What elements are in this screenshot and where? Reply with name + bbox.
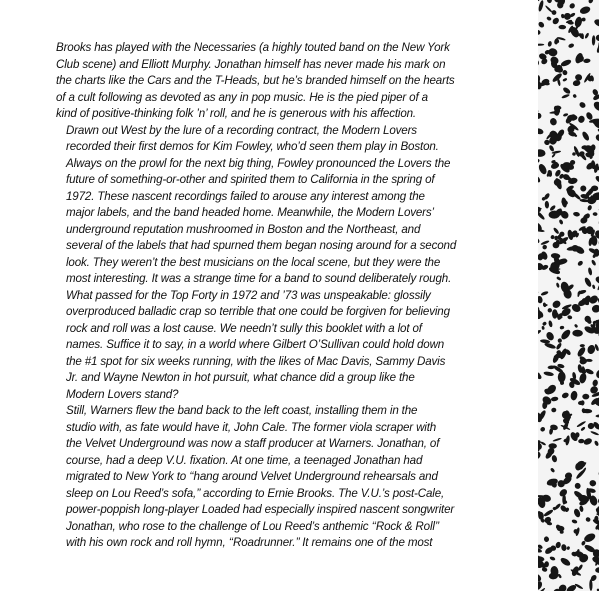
pattern-blob [574,0,582,1]
pattern-blob [561,14,565,19]
pattern-blob [577,115,585,124]
pattern-blob [571,519,577,524]
pattern-blob [538,149,546,157]
pattern-blob [594,440,599,447]
pattern-blob [580,185,586,191]
pattern-blob [583,58,591,63]
text-line: Jr. and Wayne Newton in hot pursuit, what chance did a group like the [66,371,415,384]
text-line: recorded their first demos for Kim Fowley, who’d seen them play in Boston. [66,140,439,153]
pattern-blob [551,153,556,158]
pattern-blob [575,74,583,81]
pattern-blob [543,509,554,518]
pattern-blob [540,240,550,246]
text-line: names. Suffice it to say, in a world where Gilbert O’Sullivan could hold down [66,338,445,351]
pattern-blob [538,127,544,135]
pattern-blob [561,544,567,552]
text-line: look. They weren’t the best musicians on the local scene, but they were the [66,255,441,269]
pattern-blob [591,259,597,266]
pattern-blob [549,204,556,211]
pattern-blob [548,144,555,152]
pattern-blob [561,392,570,400]
pattern-blob [538,0,544,12]
pattern-blob [551,17,560,26]
pattern-blob [561,197,568,208]
pattern-blob [547,0,553,3]
pattern-blob [538,0,540,1]
pattern-blob [592,35,596,46]
pattern-blob [562,86,571,95]
pattern-blob [551,9,557,15]
pattern-blob [574,324,579,329]
text-line: course, had a deep V.U. fixation. At one time, a teenaged Jonathan had [66,453,423,467]
pattern-blob [574,16,583,28]
text-line: What passed for the Top Forty in 1972 and ’73 was unspeakable: glossily [66,288,431,302]
text-line: studio with, as fate would have it, John Cale. The former viola scraper with [66,420,437,434]
pattern-blob [574,482,582,490]
text-line: Jonathan, who rose to the challenge of Lou Reed’s anthemic ‘‘Rock & Roll’’ [66,519,440,533]
pattern-blob [538,21,545,29]
pattern-blob [583,277,592,288]
pattern-blob [549,117,558,126]
text-line: Always on the prowl for the next big thing, Fowley pronounced the Lovers the [66,156,451,170]
pattern-blob [589,479,597,487]
pattern-blob [567,115,577,121]
pattern-blob [549,556,556,561]
paragraph [56,40,528,123]
pattern-blob [566,546,570,550]
pattern-blob [548,443,556,449]
pattern-blob [551,407,557,412]
text-line: the Velvet Underground was now a staff producer at Warners. Jonathan, of [66,437,440,450]
pattern-blob [545,5,553,13]
pattern-blob [573,211,581,217]
pattern-blob [593,18,599,28]
text-line: Club scene) and Elliott Murphy. Jonathan himself has never made his mark on [56,57,446,71]
pattern-blob [592,379,599,387]
pattern-blob [538,30,541,35]
pattern-blob [580,344,585,347]
pattern-blob [587,205,593,211]
pattern-blob [576,420,586,427]
pattern-blob [590,430,599,435]
pattern-blob [576,346,587,358]
pattern-blob [545,201,550,209]
text-line: Modern Lovers stand? [66,387,179,401]
text-line: power-poppish long-player Loaded had especially inspired nascent songwriter [66,503,455,516]
text-line: 1972. These nascent recordings failed to arouse any interest among the [66,189,425,203]
text-line: of a cult following as devoted as any in pop music. He is the pied piper of a [56,90,428,104]
text-line: Brooks has played with the Necessaries (a highly touted band on the New York [56,41,450,54]
pattern-blob [592,284,596,289]
text-line: most interesting. It was a strange time for a band to sound deliberately rough. [66,272,452,285]
pattern-blob [543,371,554,377]
pattern-blob [560,326,565,330]
pattern-blob [568,43,575,49]
pattern-blob [589,579,592,591]
pattern-blob [579,5,591,15]
pattern-blob [538,206,542,213]
pattern-blob [586,344,596,355]
pattern-blob [579,505,584,512]
pattern-blob [548,320,553,327]
pattern-blob [542,244,548,250]
pattern-blob [592,100,599,113]
pattern-blob [538,112,542,119]
pattern-blob [594,175,599,184]
pattern-blob [542,321,547,326]
pattern-blob [538,106,539,113]
pattern-blob [550,162,560,170]
pattern-blob [538,450,542,461]
pattern-blob [585,111,594,121]
text-line: major labels, and the band headed home. Meanwhile, the Modern Lovers’ [66,206,434,219]
pattern-blob [538,236,541,244]
pattern-blob [578,439,585,444]
pattern-blob [538,163,548,176]
pattern-blob [538,175,541,183]
text-line: the charts like the Cars and the T-Heads, but he’s branded himself on the hearts [56,74,455,87]
text-line: several of the labels that had spurned them began nosing around for a second [66,239,457,252]
pattern-blob [552,437,562,442]
pattern-blob [588,0,594,4]
pattern-blob [580,426,585,431]
pattern-blob [546,16,552,21]
pattern-blob [553,227,560,235]
pattern-blob [591,304,599,314]
pattern-blob [578,372,587,384]
pattern-blob [570,390,578,401]
pattern-blob [581,131,590,142]
pattern-blob [549,55,560,65]
blob-pattern-graphic [538,0,599,591]
pattern-blob [594,133,599,142]
pattern-blob [540,291,548,297]
text-line: rock and roll was a lost cause. We needn’t sully this booklet with a lot of [66,321,422,335]
pattern-blob [539,426,545,432]
pattern-blob [541,326,545,330]
pattern-blob [578,101,586,109]
pattern-blob [560,328,572,341]
pattern-blob [558,338,562,343]
text-line: kind of positive-thinking folk ’n’ roll, and he is generous with his affection. [56,107,416,120]
pattern-blob [572,80,581,87]
pattern-blob [561,93,570,99]
pattern-blob [550,235,555,240]
pattern-blob [572,330,583,337]
pattern-blob [555,342,562,350]
text-line: the #1 spot for six weeks running, with the likes of Mac Davis, Sammy Davis [66,354,446,368]
text-line: underground reputation mushroomed in Boston and the Northeast, and [66,222,421,236]
pattern-blob [563,113,569,117]
decorative-pattern-strip [538,0,599,591]
pattern-blob [538,295,543,303]
text-line: overproduced balladic crap so terrible that one could be forgiven for believing [66,305,450,318]
text-line: Still, Warners flew the band back to the left coast, installing them in the [66,404,418,417]
pattern-blob [543,536,549,543]
pattern-blob [584,32,589,39]
paragraph [56,403,528,552]
pattern-blob [594,275,599,286]
pattern-blob [595,368,599,380]
pattern-blob [556,276,562,281]
text-line: migrated to New York to ‘‘hang around Velvet Underground rehearsals and [66,470,438,483]
pattern-blob [583,437,593,446]
text-line: future of something-or-other and spirited them to California in the spring of [66,173,435,186]
pattern-blob [558,25,566,30]
pattern-blob [595,414,599,417]
pattern-blob [593,212,598,216]
paragraph [56,123,528,404]
pattern-blob [547,41,552,47]
pattern-blob [551,72,563,83]
pattern-blob [558,219,563,225]
pattern-blob [551,299,562,309]
pattern-blob [547,307,553,313]
pattern-blob [562,78,567,82]
pattern-blob [551,396,559,402]
pattern-blob [595,34,599,43]
pattern-blob [588,267,593,276]
pattern-blob [567,315,573,320]
text-line: Drawn out West by the lure of a recording contract, the Modern Lovers [66,123,417,137]
pattern-blob [538,329,542,337]
body-text [56,40,528,552]
pattern-blob [538,158,540,163]
pattern-blob [538,60,539,67]
pattern-blob [572,94,577,99]
pattern-blob [551,455,558,463]
pattern-blob [550,467,555,473]
pattern-blob [575,469,585,480]
pattern-blob [556,282,560,288]
text-line: with his own rock and roll hymn, ‘‘Roadrunner.’’ It remains one of the most [66,536,433,549]
pattern-blob [595,567,599,574]
pattern-blob [582,394,589,400]
pattern-blob [568,2,576,9]
pattern-blob [548,48,558,57]
pattern-blob [538,44,544,46]
pattern-blob [577,260,584,267]
text-line: sleep on Lou Reed’s sofa,’’ according to Ernie Brooks. The V.U.’s post-Cale, [66,486,445,500]
pattern-blob [585,516,591,522]
